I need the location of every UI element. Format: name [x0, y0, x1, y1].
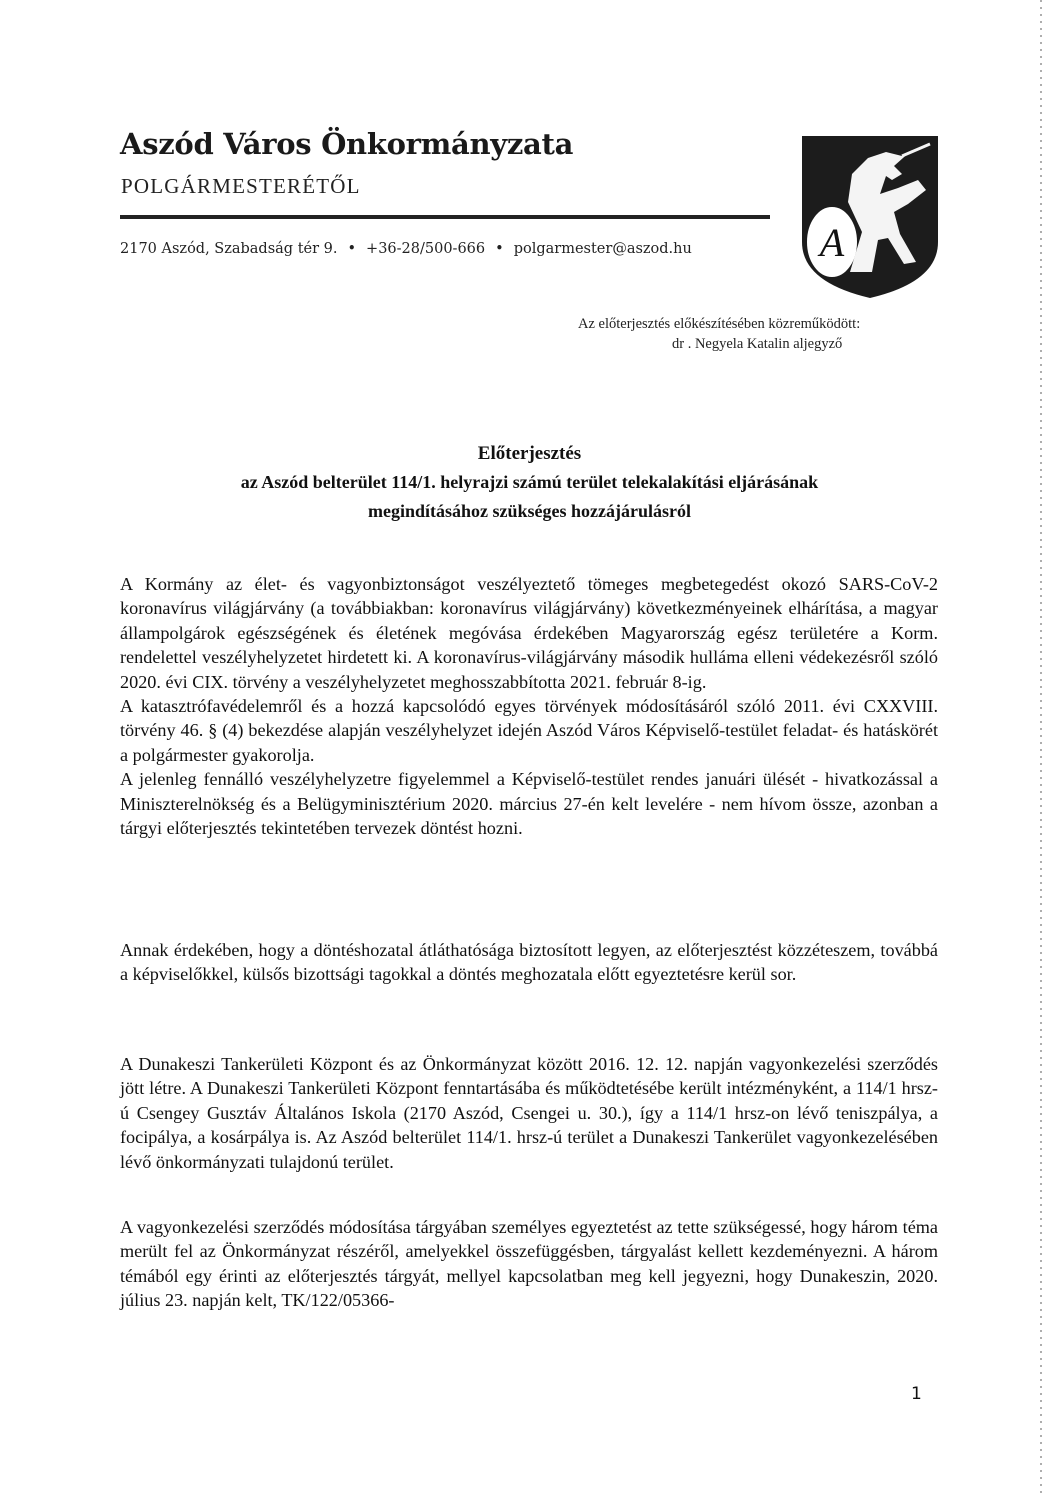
paragraph-text: A Kormány az élet- és vagyonbiztonságot veszélyeztető tömeges megbetegedést okozó SARS-CoV-2 koronavírus világjárvány (a továbbiakban: koronavírus világjárvány) következményeinek elhárítása, a magyar állampolgárok egészségének és életének megóvása érdekében Magyarország egész területére a Korm. rendelettel veszélyhelyzetet hirdetett ki. A koronavírus-világjárvány második hulláma elleni védekezésről szóló 2020. évi CIX. törvény a veszélyhelyzetet meghosszabbította 2021. február 8-ig. [120, 574, 938, 692]
svg-text:A: A [819, 220, 845, 265]
contact-line [120, 241, 692, 257]
paragraph-text: Annak érdekében, hogy a döntéshozatal átláthatósága biztosított legyen, az előterjesztést közzéteszem, továbbá a képviselőkkel, külsős bizottsági tagokkal a döntés meghozatala előtt egyeztetésre kerül sor. [120, 940, 938, 985]
paragraph-transparency [120, 938, 938, 987]
paragraph-text: A Dunakeszi Tankerületi Központ és az Önkormányzat között 2016. 12. 12. napján vagyonkezelési szerződés jött létre. A Dunakeszi Tankerületi Központ fenntartásába és működtetésébe került intézményként, a 114/1 hrsz-ú Csengey Gusztáv Általános Iskola (2170 Aszód, Csengei u. 30.), így a 114/1 hrsz-on lévő teniszpálya, a focipálya, a kosárpálya is. Az Aszód belterület 114/1. hrsz-ú terület a Dunakeszi Tankerület vagyonkezelésében lévő önkormányzati tulajdonú terület. [120, 1054, 938, 1172]
email-address: polgarmester@aszod.hu [513, 241, 692, 257]
bullet-separator: • [495, 241, 504, 257]
organization-name: Aszód Város Önkormányzata [120, 127, 574, 161]
paragraph-contract-modification [120, 1215, 938, 1313]
letterhead-divider [120, 215, 770, 219]
document-heading: Előterjesztés [477, 443, 582, 464]
unicorn-coat-of-arms-icon [790, 122, 950, 302]
address: 2170 Aszód, Szabadság tér 9. [120, 241, 338, 257]
document-subject-line-1: az Aszód belterület 114/1. helyrajzi számú terület telekalakítási eljárásának [240, 472, 819, 492]
paragraph-text: A vagyonkezelési szerződés módosítása tárgyában személyes egyeztetést az tette szükségessé, hogy három téma merült fel az Önkormányzat részéről, amelyekkel összefüggésben, tárgyalást kellett kezdeményezni. A három témából egy érinti az előterjesztés tárgyát, mellyel kapcsolatban meg kell jegyezni, hogy Dunakeszin, 2020. július 23. napján kelt, TK/122/05366- [120, 1217, 938, 1311]
page-number: 1 [911, 1384, 922, 1404]
document-subject-line-2: megindításához szükséges hozzájárulásról [368, 501, 691, 521]
bullet-separator: • [347, 241, 357, 257]
department-name: POLGÁRMESTERÉTŐL [121, 174, 361, 198]
phone-number: +36-28/500-666 [366, 241, 486, 257]
paragraph-text: A katasztrófavédelemről és a hozzá kapcsolódó egyes törvények módosításáról szóló 2011. évi CXXVIII. törvény 46. § (4) bekezdése alapján veszélyhelyzet idején Aszód Város Képviselő-testület feladat- és hatáskörét a polgármester gyakorolja. [120, 696, 938, 765]
paragraph-emergency-context [120, 572, 938, 840]
scan-edge-artifact [1040, 0, 1042, 1497]
paragraph-text: A jelenleg fennálló veszélyhelyzetre figyelemmel a Képviselő-testület rendes januári ülését - hivatkozással a Miniszterelnökség és a Belügyminisztérium 2020. március 27-én kelt levelére - nem hívom össze, azonban a tárgyi előterjesztés tekintetében tervezek döntést hozni. [120, 769, 938, 839]
preparer-name: dr . Negyela Katalin aljegyző [672, 336, 843, 352]
preparation-note: Az előterjesztés előkészítésében közreműködött: [578, 316, 861, 332]
paragraph-asset-management-contract [120, 1052, 938, 1174]
